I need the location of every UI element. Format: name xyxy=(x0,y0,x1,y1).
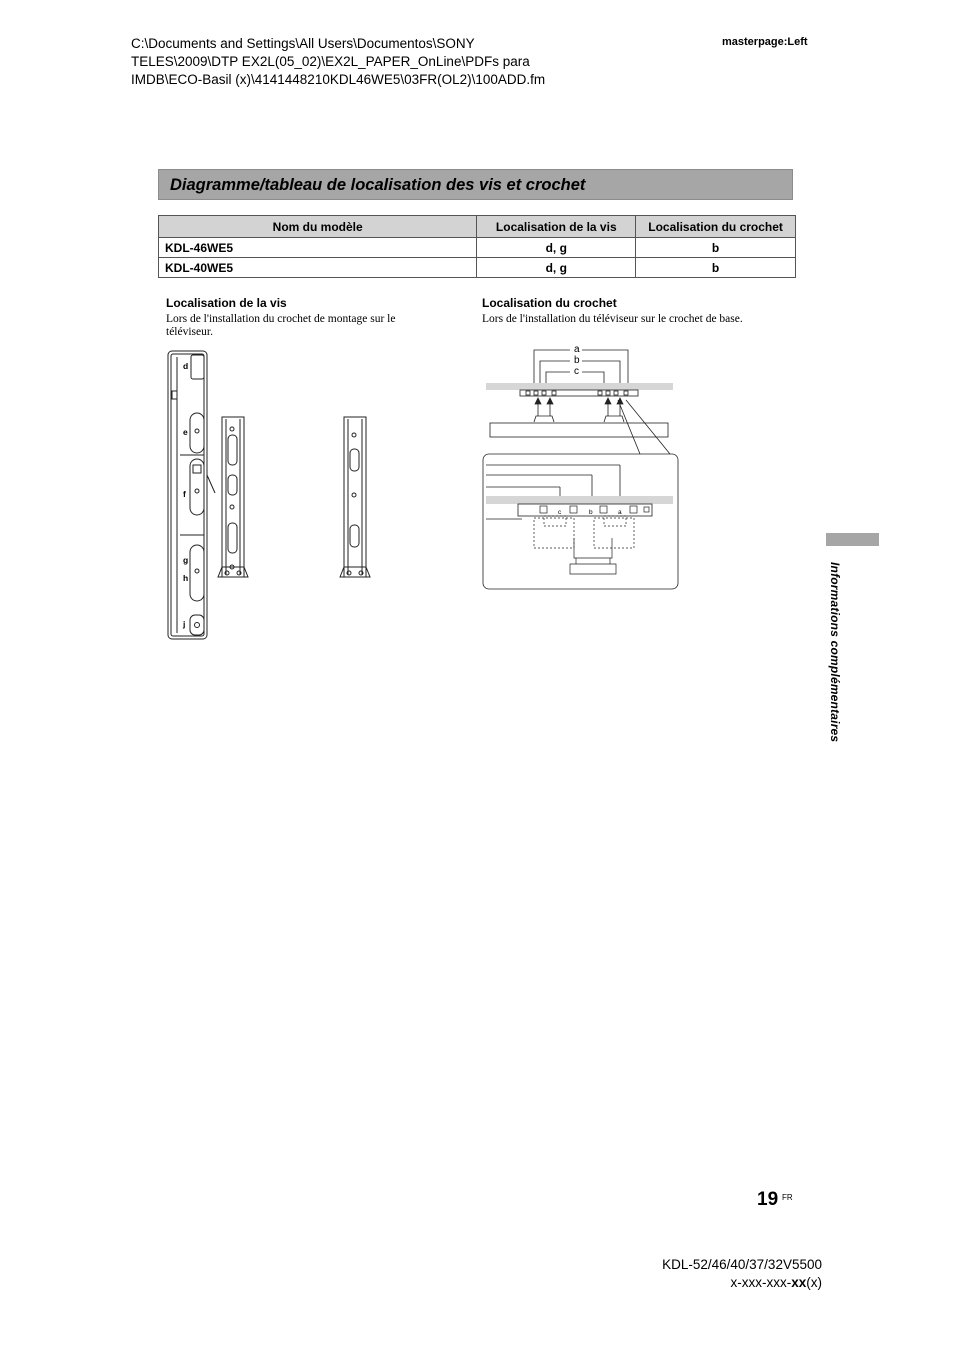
detail-label-c: c xyxy=(558,509,562,516)
column-header-screw: Localisation de la vis xyxy=(477,216,636,238)
cell-hook: b xyxy=(636,258,796,278)
file-path xyxy=(131,35,691,89)
column-header-model: Nom du modèle xyxy=(159,216,477,238)
column-header-hook: Localisation du crochet xyxy=(636,216,796,238)
part-number-suffix: (x) xyxy=(806,1275,822,1290)
detail-label-a: a xyxy=(618,509,622,516)
part-number xyxy=(662,1274,822,1292)
screw-location-text: Lors de l'installation du crochet de montage sur le téléviseur. xyxy=(166,313,396,338)
screw-slot-f xyxy=(190,459,204,515)
hook-label-b: b xyxy=(574,355,580,366)
hook-label-a: a xyxy=(574,344,580,355)
table-row xyxy=(159,238,796,258)
wall-plate-top xyxy=(486,383,673,390)
model-table xyxy=(158,215,796,278)
cell-model: KDL-46WE5 xyxy=(159,238,477,258)
side-tab-label: Informations complémentaires xyxy=(828,562,842,743)
model-numbers: KDL-52/46/40/37/32V5500 xyxy=(662,1257,822,1272)
hook-label-c: c xyxy=(574,366,579,377)
section-title-bar xyxy=(158,169,793,200)
hook-detail-box xyxy=(483,454,678,589)
mounting-bracket-2 xyxy=(340,417,370,577)
hook-location-heading: Localisation du crochet xyxy=(482,296,617,310)
part-number-bold: xx xyxy=(791,1275,807,1290)
table-header-row xyxy=(159,216,796,238)
tv-top-outline xyxy=(490,423,668,437)
page-number: 19 xyxy=(757,1189,779,1210)
screw-location-heading: Localisation de la vis xyxy=(166,296,287,310)
file-path-line3: IMDB\ECO-Basil (x)\4141448210KDL46WE5\03FR(OL2)\100ADD.fm xyxy=(131,72,546,87)
screw-label-e: e xyxy=(183,427,188,437)
detail-wall-plate xyxy=(486,496,673,504)
detail-label-b: b xyxy=(589,509,593,516)
tv-back-outline xyxy=(168,351,207,639)
screw-label-f: f xyxy=(183,489,186,499)
page-language: FR xyxy=(782,1193,793,1202)
side-tab-marker xyxy=(826,533,879,546)
cell-screw: d, g xyxy=(477,258,636,278)
part-number-prefix: x-xxx-xxx- xyxy=(730,1275,792,1290)
hook-location-diagram xyxy=(482,342,682,592)
screw-slot-j xyxy=(190,615,204,635)
screw-label-h: h xyxy=(183,573,189,583)
section-title: Diagramme/tableau de localisation des vis et crochet xyxy=(170,176,586,194)
mounting-bracket-1 xyxy=(218,417,248,577)
screw-label-d: d xyxy=(183,361,189,371)
cell-model: KDL-40WE5 xyxy=(159,258,477,278)
screw-label-j: j xyxy=(183,619,186,629)
hook-location-text: Lors de l'installation du téléviseur sur le crochet de base. xyxy=(482,313,743,325)
screw-label-g: g xyxy=(183,555,189,565)
screw-location-diagram xyxy=(160,345,390,645)
table-row xyxy=(159,258,796,278)
file-path-line2: TELES\2009\DTP EX2L(05_02)\EX2L_PAPER_OnLine\PDFs para xyxy=(131,54,530,69)
file-path-line1: C:\Documents and Settings\All Users\Documentos\SONY xyxy=(131,36,475,51)
model-footer xyxy=(662,1256,822,1292)
cell-screw: d, g xyxy=(477,238,636,258)
cell-hook: b xyxy=(636,238,796,258)
masterpage-label: masterpage:Left xyxy=(722,36,808,48)
